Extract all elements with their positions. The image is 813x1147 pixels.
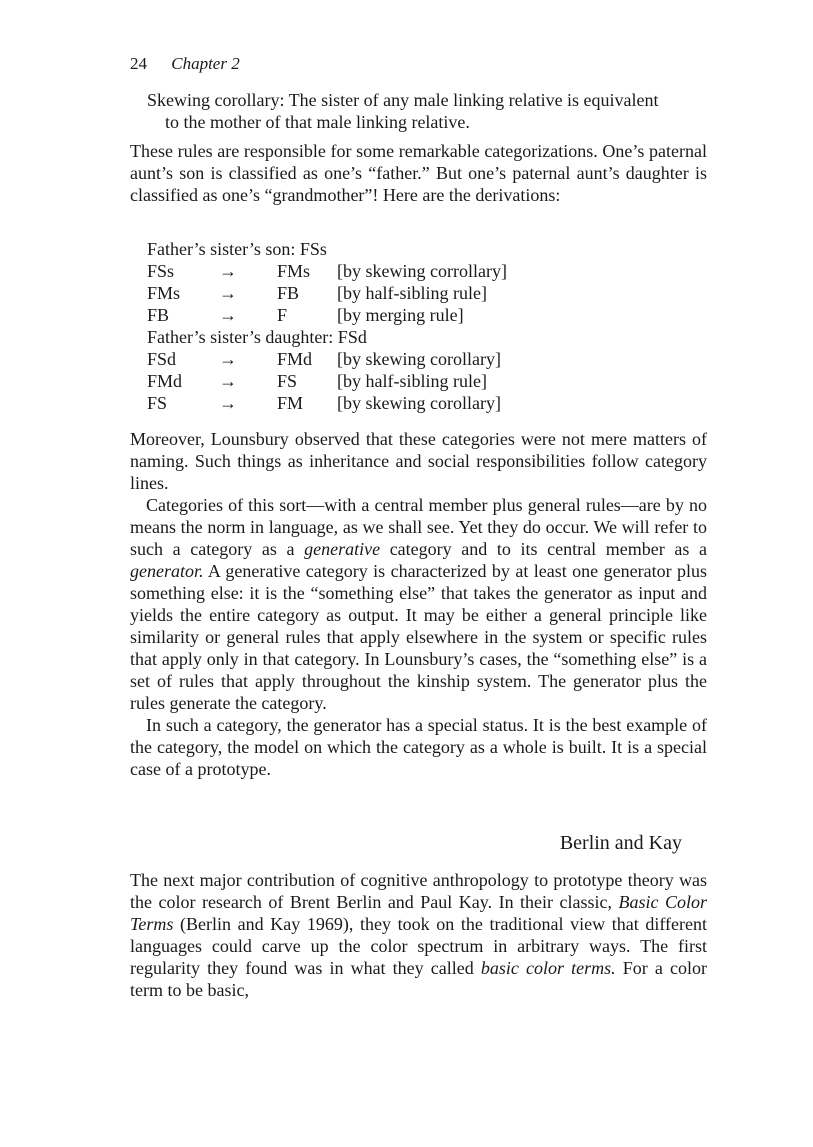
arrow-icon: →	[219, 393, 237, 413]
emphasis-basic-color-terms: basic color terms.	[480, 958, 616, 978]
emphasis-book-title: Basic Color Terms	[130, 892, 707, 934]
arrow-icon: →	[219, 371, 237, 391]
text-run: The next major contribution of cognitive anthropology to prototype theory was the color research of Brent Berlin and Paul Kay. In their classic,	[130, 870, 707, 912]
paragraph-rules	[130, 140, 707, 206]
paragraph-categories	[130, 494, 707, 714]
page-number: 24	[130, 54, 147, 73]
derivation-to: FMd	[277, 349, 313, 369]
emphasis-generator: generator.	[130, 561, 204, 581]
derivation-to: FM	[277, 393, 304, 413]
text-run: category and to its central member as a	[380, 539, 707, 559]
paragraph-color	[130, 869, 707, 1001]
derivation-daughter-title: Father’s sister’s daughter: FSd	[147, 327, 367, 347]
arrow-icon: →	[219, 349, 237, 369]
derivation-to: FMs	[277, 261, 311, 281]
chapter-label: Chapter 2	[171, 54, 240, 73]
derivation-table	[147, 238, 667, 414]
derivation-to: FS	[277, 371, 298, 391]
derivation-to: F	[277, 305, 288, 325]
derivation-rule: [by half-sibling rule]	[337, 283, 487, 303]
paragraph-prototype: In such a category, the generator has a special status. It is the best example of the category, the model on which the category as a whole is built. It is a special case of a prototype.	[130, 715, 707, 779]
text-run: For a color term to be basic,	[130, 958, 707, 1000]
paragraph-lounsbury: Moreover, Lounsbury observed that these categories were not mere matters of naming. Such things as inheritance and social responsibilities follow category lines.	[130, 429, 707, 493]
running-header	[130, 54, 240, 74]
paragraph-text: These rules are responsible for some remarkable categorizations. One’s paternal aunt’s son is classified as one’s “father.” But one’s paternal aunt’s daughter is classified as one’s “grandmother”! Here are the derivations:	[130, 141, 707, 205]
derivation-to: FB	[277, 283, 300, 303]
arrow-icon: →	[219, 283, 237, 303]
section-heading: Berlin and Kay	[559, 832, 682, 854]
text-run: Categories of this sort—with a central member plus general rules—are by no means the norm in language, as we shall see. Yet they do occur. We will refer to such a category as a	[130, 495, 707, 559]
derivation-row	[147, 304, 667, 326]
derivation-rule: [by skewing corollary]	[337, 393, 501, 413]
skewing-line-1: Skewing corollary: The sister of any male linking relative is equivalent	[147, 90, 659, 110]
derivation-from: FSd	[147, 349, 177, 369]
skewing-corollary	[147, 89, 707, 133]
derivation-rule: [by merging rule]	[337, 305, 464, 325]
skewing-line-2: to the mother of that male linking relative.	[165, 112, 470, 132]
derivation-row	[147, 348, 667, 370]
paragraph-generative	[130, 428, 707, 780]
derivation-row	[147, 260, 667, 282]
derivation-from: FB	[147, 305, 170, 325]
derivation-from: FS	[147, 393, 168, 413]
derivation-from: FMd	[147, 371, 183, 391]
derivation-from: FMs	[147, 283, 181, 303]
derivation-row	[147, 282, 667, 304]
emphasis-generative: generative	[304, 539, 381, 559]
derivation-row	[147, 392, 667, 414]
paragraph-berlin-kay	[130, 869, 707, 1001]
text-run: A generative category is characterized by at least one generator plus something else: it is the “something else” that takes the generator as input and yields the entire category as output. It may be either a general principle like similarity or general rules that apply elsewhere in the system or specific rules that apply only in that category. In Lounsbury’s cases, the “something else” is a set of rules that apply throughout the kinship system. The generator plus the rules generate the category.	[130, 561, 707, 713]
arrow-icon: →	[219, 305, 237, 325]
derivation-rule: [by skewing corollary]	[337, 349, 501, 369]
derivation-son-title: Father’s sister’s son: FSs	[147, 239, 327, 259]
derivation-rule: [by skewing corrollary]	[337, 261, 507, 281]
arrow-icon: →	[219, 261, 237, 281]
derivation-row	[147, 370, 667, 392]
derivation-from: FSs	[147, 261, 175, 281]
derivation-rule: [by half-sibling rule]	[337, 371, 487, 391]
text-run: (Berlin and Kay 1969), they took on the traditional view that different languages could carve up the color spectrum in arbitrary ways. The first regularity they found was in what they called	[130, 914, 707, 978]
